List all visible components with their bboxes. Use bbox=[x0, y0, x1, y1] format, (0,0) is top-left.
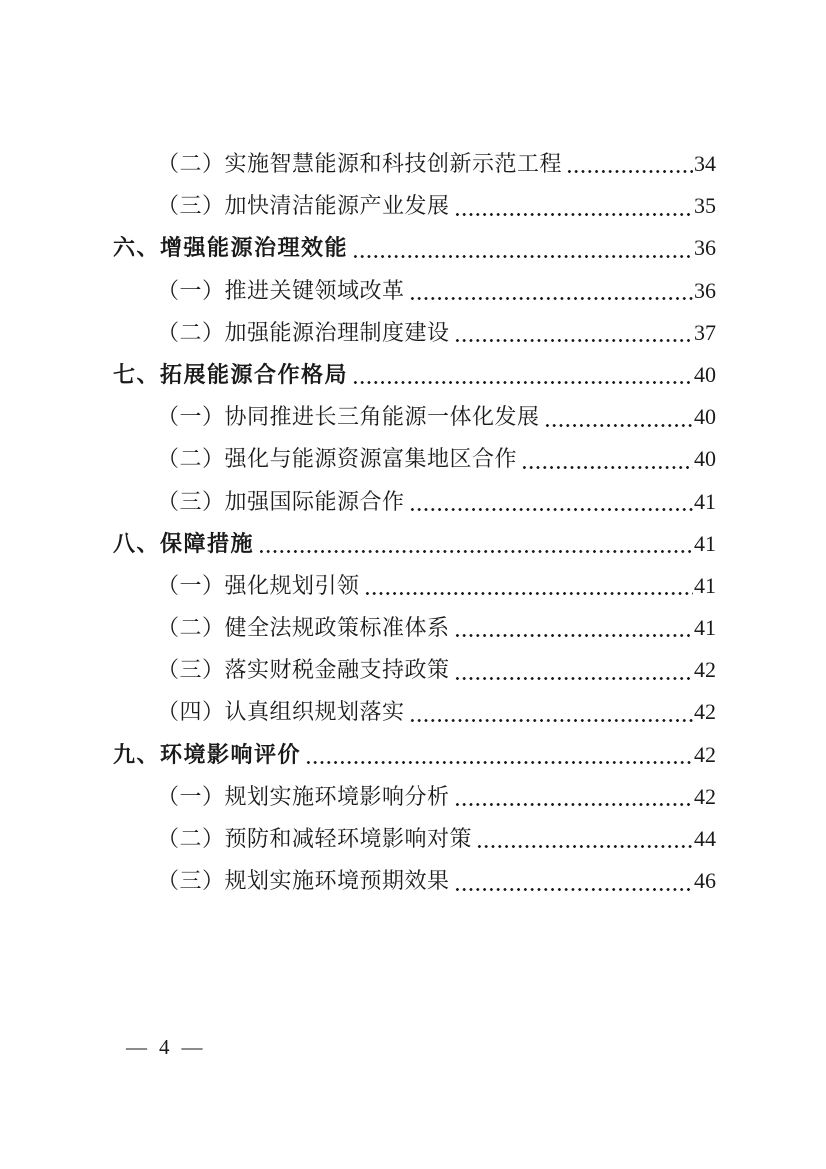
toc-entry[interactable] bbox=[113, 565, 716, 607]
toc-entry[interactable] bbox=[113, 818, 716, 860]
toc-entry[interactable] bbox=[113, 607, 716, 649]
toc-entry-page-number: 41 bbox=[694, 572, 716, 598]
dot-leader bbox=[544, 396, 693, 438]
toc-entry-label: （三）规划实施环境预期效果 bbox=[157, 868, 450, 894]
toc-entry-page-number: 36 bbox=[694, 277, 716, 303]
table-of-contents bbox=[113, 143, 716, 902]
toc-entry-page-number: 42 bbox=[694, 741, 716, 767]
toc-entry-page-number: 42 bbox=[694, 783, 716, 809]
toc-entry-page-number: 40 bbox=[694, 361, 716, 387]
dot-leader bbox=[454, 312, 693, 354]
toc-entry-page-number: 41 bbox=[694, 488, 716, 514]
toc-entry-label: （二）强化与能源资源富集地区合作 bbox=[157, 446, 518, 472]
dot-leader bbox=[454, 649, 693, 691]
dot-leader bbox=[305, 734, 693, 776]
toc-entry-page-number: 41 bbox=[694, 530, 716, 556]
toc-entry[interactable] bbox=[113, 649, 716, 691]
dot-leader bbox=[454, 860, 693, 902]
toc-entry[interactable] bbox=[113, 185, 716, 227]
toc-entry[interactable] bbox=[113, 481, 716, 523]
toc-entry[interactable] bbox=[113, 734, 716, 776]
toc-entry-label: （一）推进关键领域改革 bbox=[157, 277, 405, 303]
dot-leader bbox=[454, 607, 693, 649]
toc-entry-label: 六、增强能源治理效能 bbox=[113, 235, 349, 261]
toc-entry[interactable] bbox=[113, 691, 716, 733]
toc-entry-label: 七、拓展能源合作格局 bbox=[113, 361, 349, 387]
footer-dash-right: — bbox=[181, 1035, 203, 1059]
dot-leader bbox=[409, 270, 693, 312]
toc-entry-page-number: 41 bbox=[694, 615, 716, 641]
toc-entry-label: （一）强化规划引领 bbox=[157, 572, 360, 598]
toc-entry-label: （三）加强国际能源合作 bbox=[157, 488, 405, 514]
dot-leader bbox=[521, 438, 693, 480]
toc-entry-page-number: 35 bbox=[694, 193, 716, 219]
toc-entry-label: （一）规划实施环境影响分析 bbox=[157, 783, 450, 809]
dot-leader bbox=[352, 227, 693, 269]
toc-entry[interactable] bbox=[113, 312, 716, 354]
toc-entry-label: （二）预防和减轻环境影响对策 bbox=[157, 826, 473, 851]
toc-entry[interactable] bbox=[113, 523, 716, 565]
dot-leader bbox=[454, 776, 693, 818]
dot-leader bbox=[352, 354, 693, 396]
toc-entry-label: （二）加强能源治理制度建设 bbox=[157, 319, 450, 345]
toc-entry-label: 九、环境影响评价 bbox=[113, 741, 302, 767]
toc-entry[interactable] bbox=[113, 354, 716, 396]
toc-entry-page-number: 42 bbox=[694, 657, 716, 683]
toc-entry-label: （一）协同推进长三角能源一体化发展 bbox=[157, 404, 540, 430]
toc-entry-label: 八、保障措施 bbox=[113, 530, 255, 556]
toc-entry-label: （三）加快清洁能源产业发展 bbox=[157, 193, 450, 219]
toc-entry[interactable] bbox=[113, 270, 716, 312]
dot-leader bbox=[454, 185, 693, 227]
toc-entry[interactable] bbox=[113, 143, 716, 185]
dot-leader bbox=[476, 818, 693, 860]
footer-page-number: 4 bbox=[159, 1035, 170, 1059]
toc-entry[interactable] bbox=[113, 438, 716, 480]
footer-dash-left: — bbox=[126, 1035, 147, 1059]
toc-entry-page-number: 37 bbox=[694, 319, 716, 345]
toc-entry[interactable] bbox=[113, 776, 716, 818]
toc-entry-page-number: 40 bbox=[694, 446, 716, 472]
toc-entry-page-number: 36 bbox=[694, 235, 716, 261]
dot-leader bbox=[566, 143, 693, 185]
toc-entry[interactable] bbox=[113, 860, 716, 902]
toc-entry-page-number: 42 bbox=[694, 699, 716, 725]
toc-entry-page-number: 46 bbox=[694, 868, 716, 894]
toc-entry-page-number: 44 bbox=[694, 826, 716, 851]
dot-leader bbox=[409, 691, 693, 733]
dot-leader bbox=[258, 523, 693, 565]
dot-leader bbox=[364, 565, 693, 607]
toc-entry[interactable] bbox=[113, 227, 716, 269]
toc-entry-label: （三）落实财税金融支持政策 bbox=[157, 657, 450, 683]
toc-entry[interactable] bbox=[113, 396, 716, 438]
toc-entry-label: （二）实施智慧能源和科技创新示范工程 bbox=[157, 151, 563, 176]
page-footer bbox=[126, 1034, 203, 1060]
toc-entry-page-number: 34 bbox=[694, 151, 716, 176]
toc-entry-page-number: 40 bbox=[694, 404, 716, 430]
dot-leader bbox=[409, 481, 693, 523]
toc-entry-label: （二）健全法规政策标准体系 bbox=[157, 615, 450, 641]
toc-entry-label: （四）认真组织规划落实 bbox=[157, 699, 405, 725]
